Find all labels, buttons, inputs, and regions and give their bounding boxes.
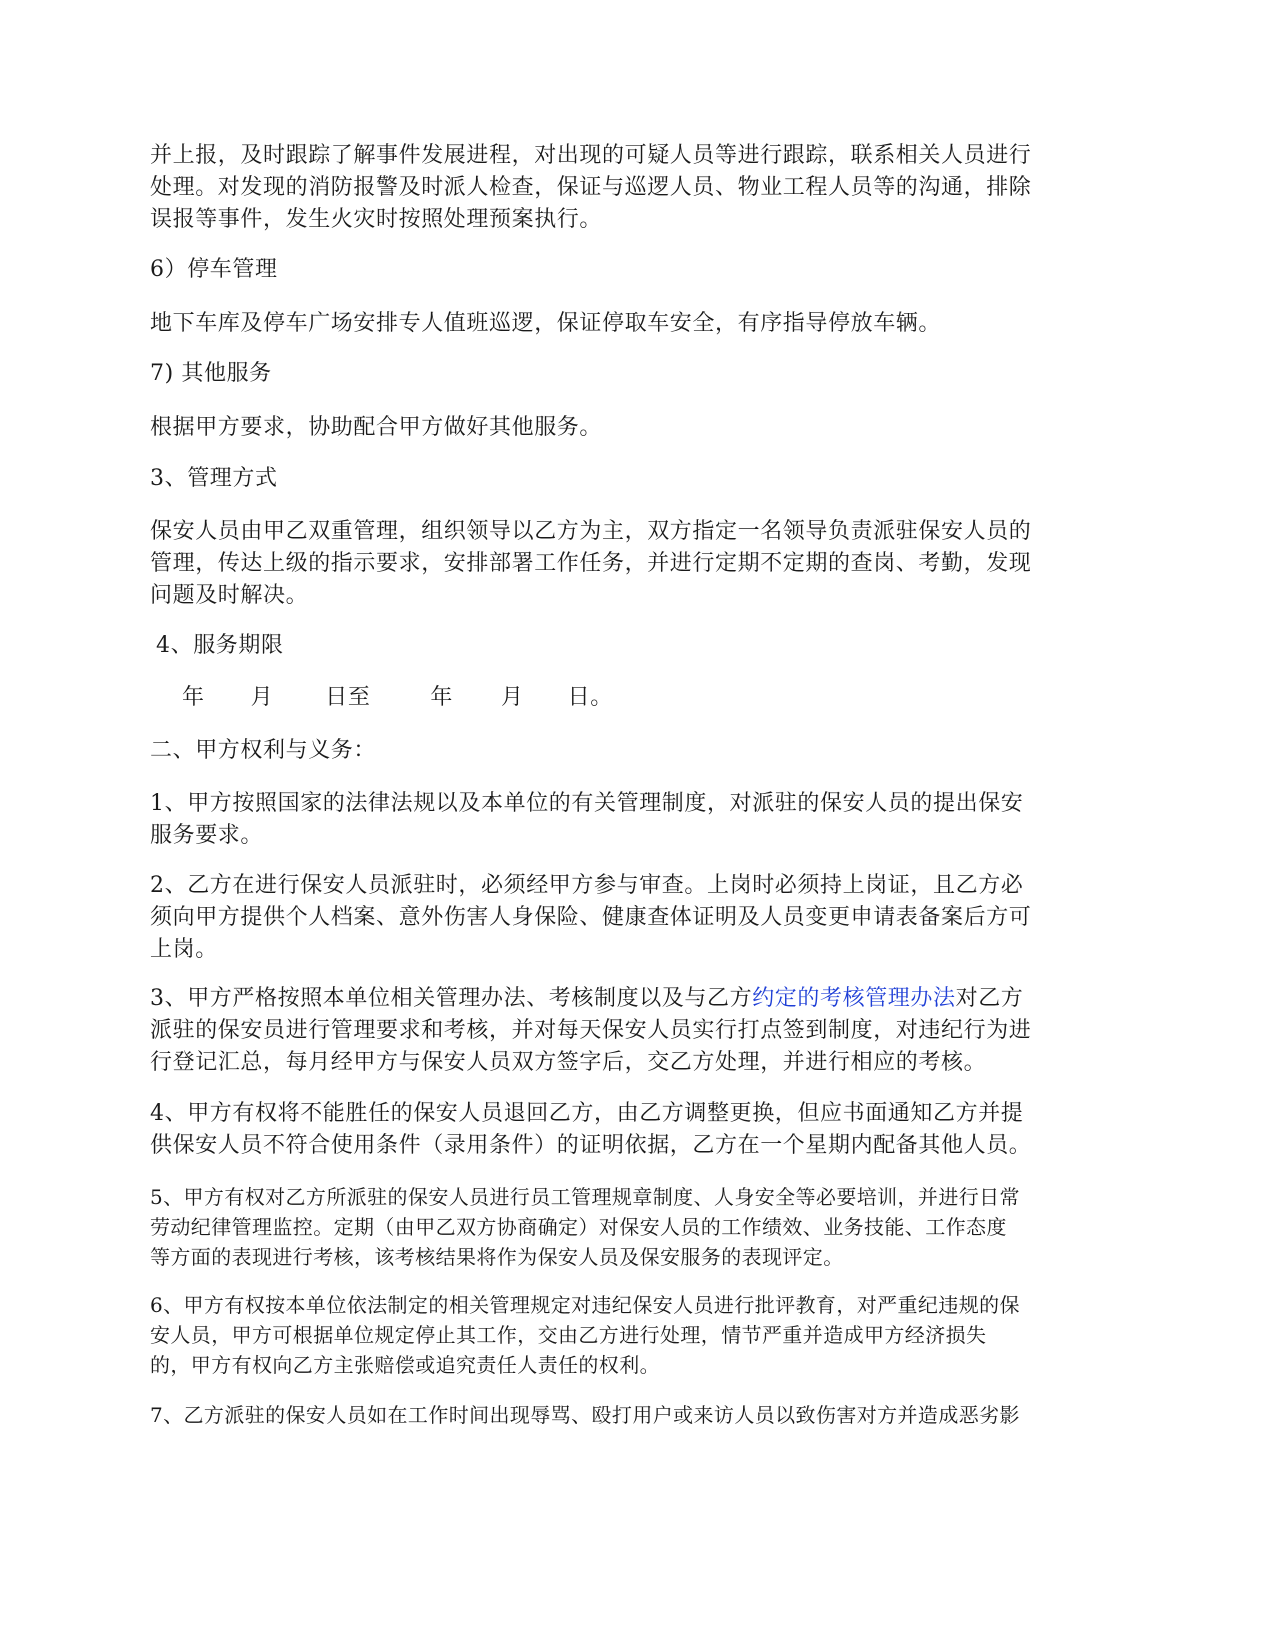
date-line <box>150 682 1130 714</box>
paragraph-line: 保安人员由甲乙双重管理，组织领导以乙方为主，双方指定一名领导负责派驻保安人员的 <box>150 519 1032 544</box>
heading-text: 3、管理方式 <box>150 466 278 491</box>
clause-6 <box>150 1290 1130 1380</box>
date-day-end: 日。 <box>567 685 613 710</box>
paragraph-line: 供保安人员不符合使用条件（录用条件）的证明依据，乙方在一个星期内配备其他人员。 <box>150 1133 1032 1158</box>
date-month-1: 月 <box>250 685 274 710</box>
paragraph-line: 行登记汇总，每月经甲方与保安人员双方签字后，交乙方处理，并进行相应的考核。 <box>150 1050 987 1075</box>
paragraph-line: 处理。对发现的消防报警及时派人检查，保证与巡逻人员、物业工程人员等的沟通，排除 <box>150 175 1032 200</box>
clause-7 <box>150 1400 1130 1430</box>
clause-3-text-before: 3、甲方严格按照本单位相关管理办法、考核制度以及与乙方 <box>150 986 753 1011</box>
paragraph-line: 误报等事件，发生火灾时按照处理预案执行。 <box>150 207 603 232</box>
heading-text: 7) 其他服务 <box>150 361 272 386</box>
paragraph-line: 的，甲方有权向乙方主张赔偿或追究责任人责任的权利。 <box>150 1353 660 1377</box>
paragraph-line: 并上报，及时跟踪了解事件发展进程，对出现的可疑人员等进行跟踪，联系相关人员进行 <box>150 143 1032 168</box>
heading-management <box>150 463 1130 495</box>
paragraph-management <box>150 516 1130 612</box>
heading-parking <box>150 254 1130 286</box>
paragraph-line: 上岗。 <box>150 937 218 962</box>
clause-1 <box>150 788 1130 852</box>
paragraph-line: 5、甲方有权对乙方所派驻的保安人员进行员工管理规章制度、人身安全等必要培训，并进行日常 <box>150 1185 1020 1209</box>
paragraph-line: 2、乙方在进行保安人员派驻时，必须经甲方参与审查。上岗时必须持上岗证，且乙方必 <box>150 873 1024 898</box>
paragraph-line: 服务要求。 <box>150 823 264 848</box>
paragraph-line: 管理，传达上级的指示要求，安排部署工作任务，并进行定期不定期的查岗、考勤，发现 <box>150 551 1032 576</box>
date-month-2: 月 <box>501 685 524 710</box>
paragraph-line: 6、甲方有权按本单位依法制定的相关管理规定对违纪保安人员进行批评教育，对严重纪违规的保 <box>150 1293 1020 1317</box>
clause-4 <box>150 1098 1130 1162</box>
clause-3-text-after: 对乙方 <box>955 986 1024 1011</box>
paragraph-line: 问题及时解决。 <box>150 583 309 608</box>
paragraph-line: 须向甲方提供个人档案、意外伤害人身保险、健康查体证明及人员变更申请表备案后方可 <box>150 905 1032 930</box>
service-term-dates <box>150 682 1130 714</box>
paragraph-line: 劳动纪律管理监控。定期（由甲乙双方协商确定）对保安人员的工作绩效、业务技能、工作态度 <box>150 1215 1007 1239</box>
paragraph-line: 派驻的保安员进行管理要求和考核，并对每天保安人员实行打点签到制度，对违纪行为进 <box>150 1018 1032 1043</box>
assessment-rules-link[interactable]: 约定的考核管理办法 <box>752 986 956 1011</box>
heading-service-term <box>156 630 1136 662</box>
paragraph-line <box>150 983 1130 1015</box>
paragraph-line: 根据甲方要求，协助配合甲方做好其他服务。 <box>150 415 603 440</box>
clause-2 <box>150 870 1130 966</box>
heading-text: 6）停车管理 <box>150 257 278 282</box>
paragraph-parking <box>150 308 1130 340</box>
paragraph-line: 等方面的表现进行考核，该考核结果将作为保安人员及保安服务的表现评定。 <box>150 1245 844 1269</box>
paragraph-line: 4、甲方有权将不能胜任的保安人员退回乙方，由乙方调整更换，但应书面通知乙方并提 <box>150 1101 1024 1126</box>
paragraph-line: 7、乙方派驻的保安人员如在工作时间出现辱骂、殴打用户或来访人员以致伤害对方并造成恶劣影 <box>150 1403 1020 1427</box>
paragraph-other-services <box>150 412 1130 444</box>
clause-3 <box>150 983 1130 1079</box>
date-day-to: 日至 <box>325 685 371 710</box>
heading-text: 4、服务期限 <box>156 633 284 658</box>
heading-other-services <box>150 358 1130 390</box>
date-year-1: 年 <box>182 685 205 710</box>
paragraph-line: 1、甲方按照国家的法律法规以及本单位的有关管理制度，对派驻的保安人员的提出保安 <box>150 791 1024 816</box>
clause-5 <box>150 1182 1130 1272</box>
date-year-2: 年 <box>430 685 454 710</box>
paragraph-continued <box>150 140 1130 236</box>
heading-text: 二、甲方权利与义务： <box>150 738 377 763</box>
section-two-heading <box>150 735 1130 767</box>
paragraph-line: 地下车库及停车广场安排专人值班巡逻，保证停取车安全，有序指导停放车辆。 <box>150 311 942 336</box>
paragraph-line: 安人员，甲方可根据单位规定停止其工作，交由乙方进行处理，情节严重并造成甲方经济损失 <box>150 1323 987 1347</box>
